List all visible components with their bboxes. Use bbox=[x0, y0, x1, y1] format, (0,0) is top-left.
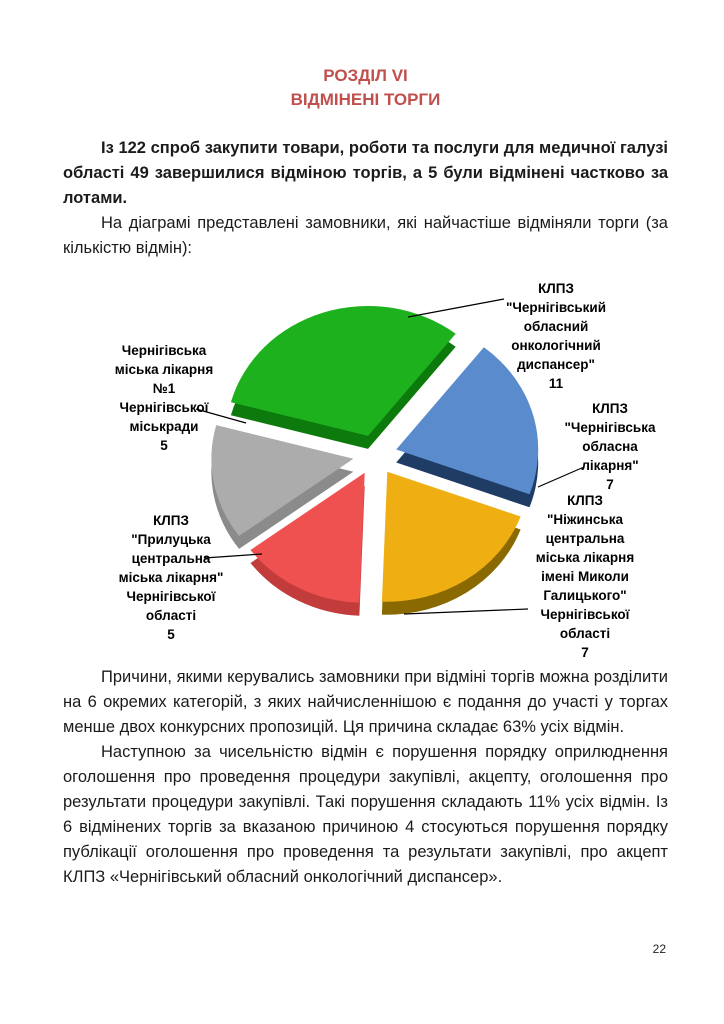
paragraph-violations: Наступною за чисельністю відмін є порушення порядку оприлюднення оголошення про проведення процедури закупівлі, акцепту, оголошення про результати процедури закупівлі. Такі порушення складають 11% усіх відмін. Із 6 відмінених торгів за вказаною причиною 4 стосуються порушення порядку публікації оголошення про проведення та результати закупівлі, про акцепт КЛПЗ «Чернігівський обласний онкологічний диспансер». bbox=[63, 743, 668, 886]
pie-label-nizhyn: КЛПЗ "Ніжинська центральна міська лікарня імені Миколи Галицького" Чернігівської області 7 bbox=[535, 493, 635, 660]
paragraph-reasons: Причини, якими керувались замовники при відміні торгів можна розділити на 6 окремих категорій, з яких найчисленнішою є подання до участі у торгах менше двох конкурсних пропозицій. Ця причина складає 63% усіх відмін. bbox=[63, 668, 668, 736]
paragraph-intro: Із 122 спроб закупити товари, роботи та послуги для медичної галузі області 49 завершилися відміною торгів, а 5 були відмінені частково за лотами. bbox=[63, 139, 668, 207]
paragraph-diagram-note: На діаграмі представлені замовники, які найчастіше відміняли торги (за кількістю відмін): bbox=[63, 214, 668, 257]
pie-chart bbox=[0, 267, 724, 665]
pie-label-city-hospital-1: Чернігівська міська лікарня №1 Чернігівської міськради 5 bbox=[114, 343, 214, 453]
pie-label-pryluky: КЛПЗ "Прилуцька центральна міська лікарня" Чернігівської області 5 bbox=[118, 513, 224, 642]
section-title-line1: РОЗДІЛ VI bbox=[323, 66, 408, 85]
pie-label-oblast-hospital: КЛПЗ "Чернігівська обласна лікарня" 7 bbox=[564, 401, 656, 492]
pie-label-oncology: КЛПЗ "Чернігівський обласний онкологічний диспансер" 11 bbox=[505, 281, 607, 391]
page-number: 22 bbox=[652, 942, 666, 956]
section-title bbox=[63, 64, 668, 112]
section-title-line2: ВІДМІНЕНІ ТОРГИ bbox=[290, 90, 441, 109]
